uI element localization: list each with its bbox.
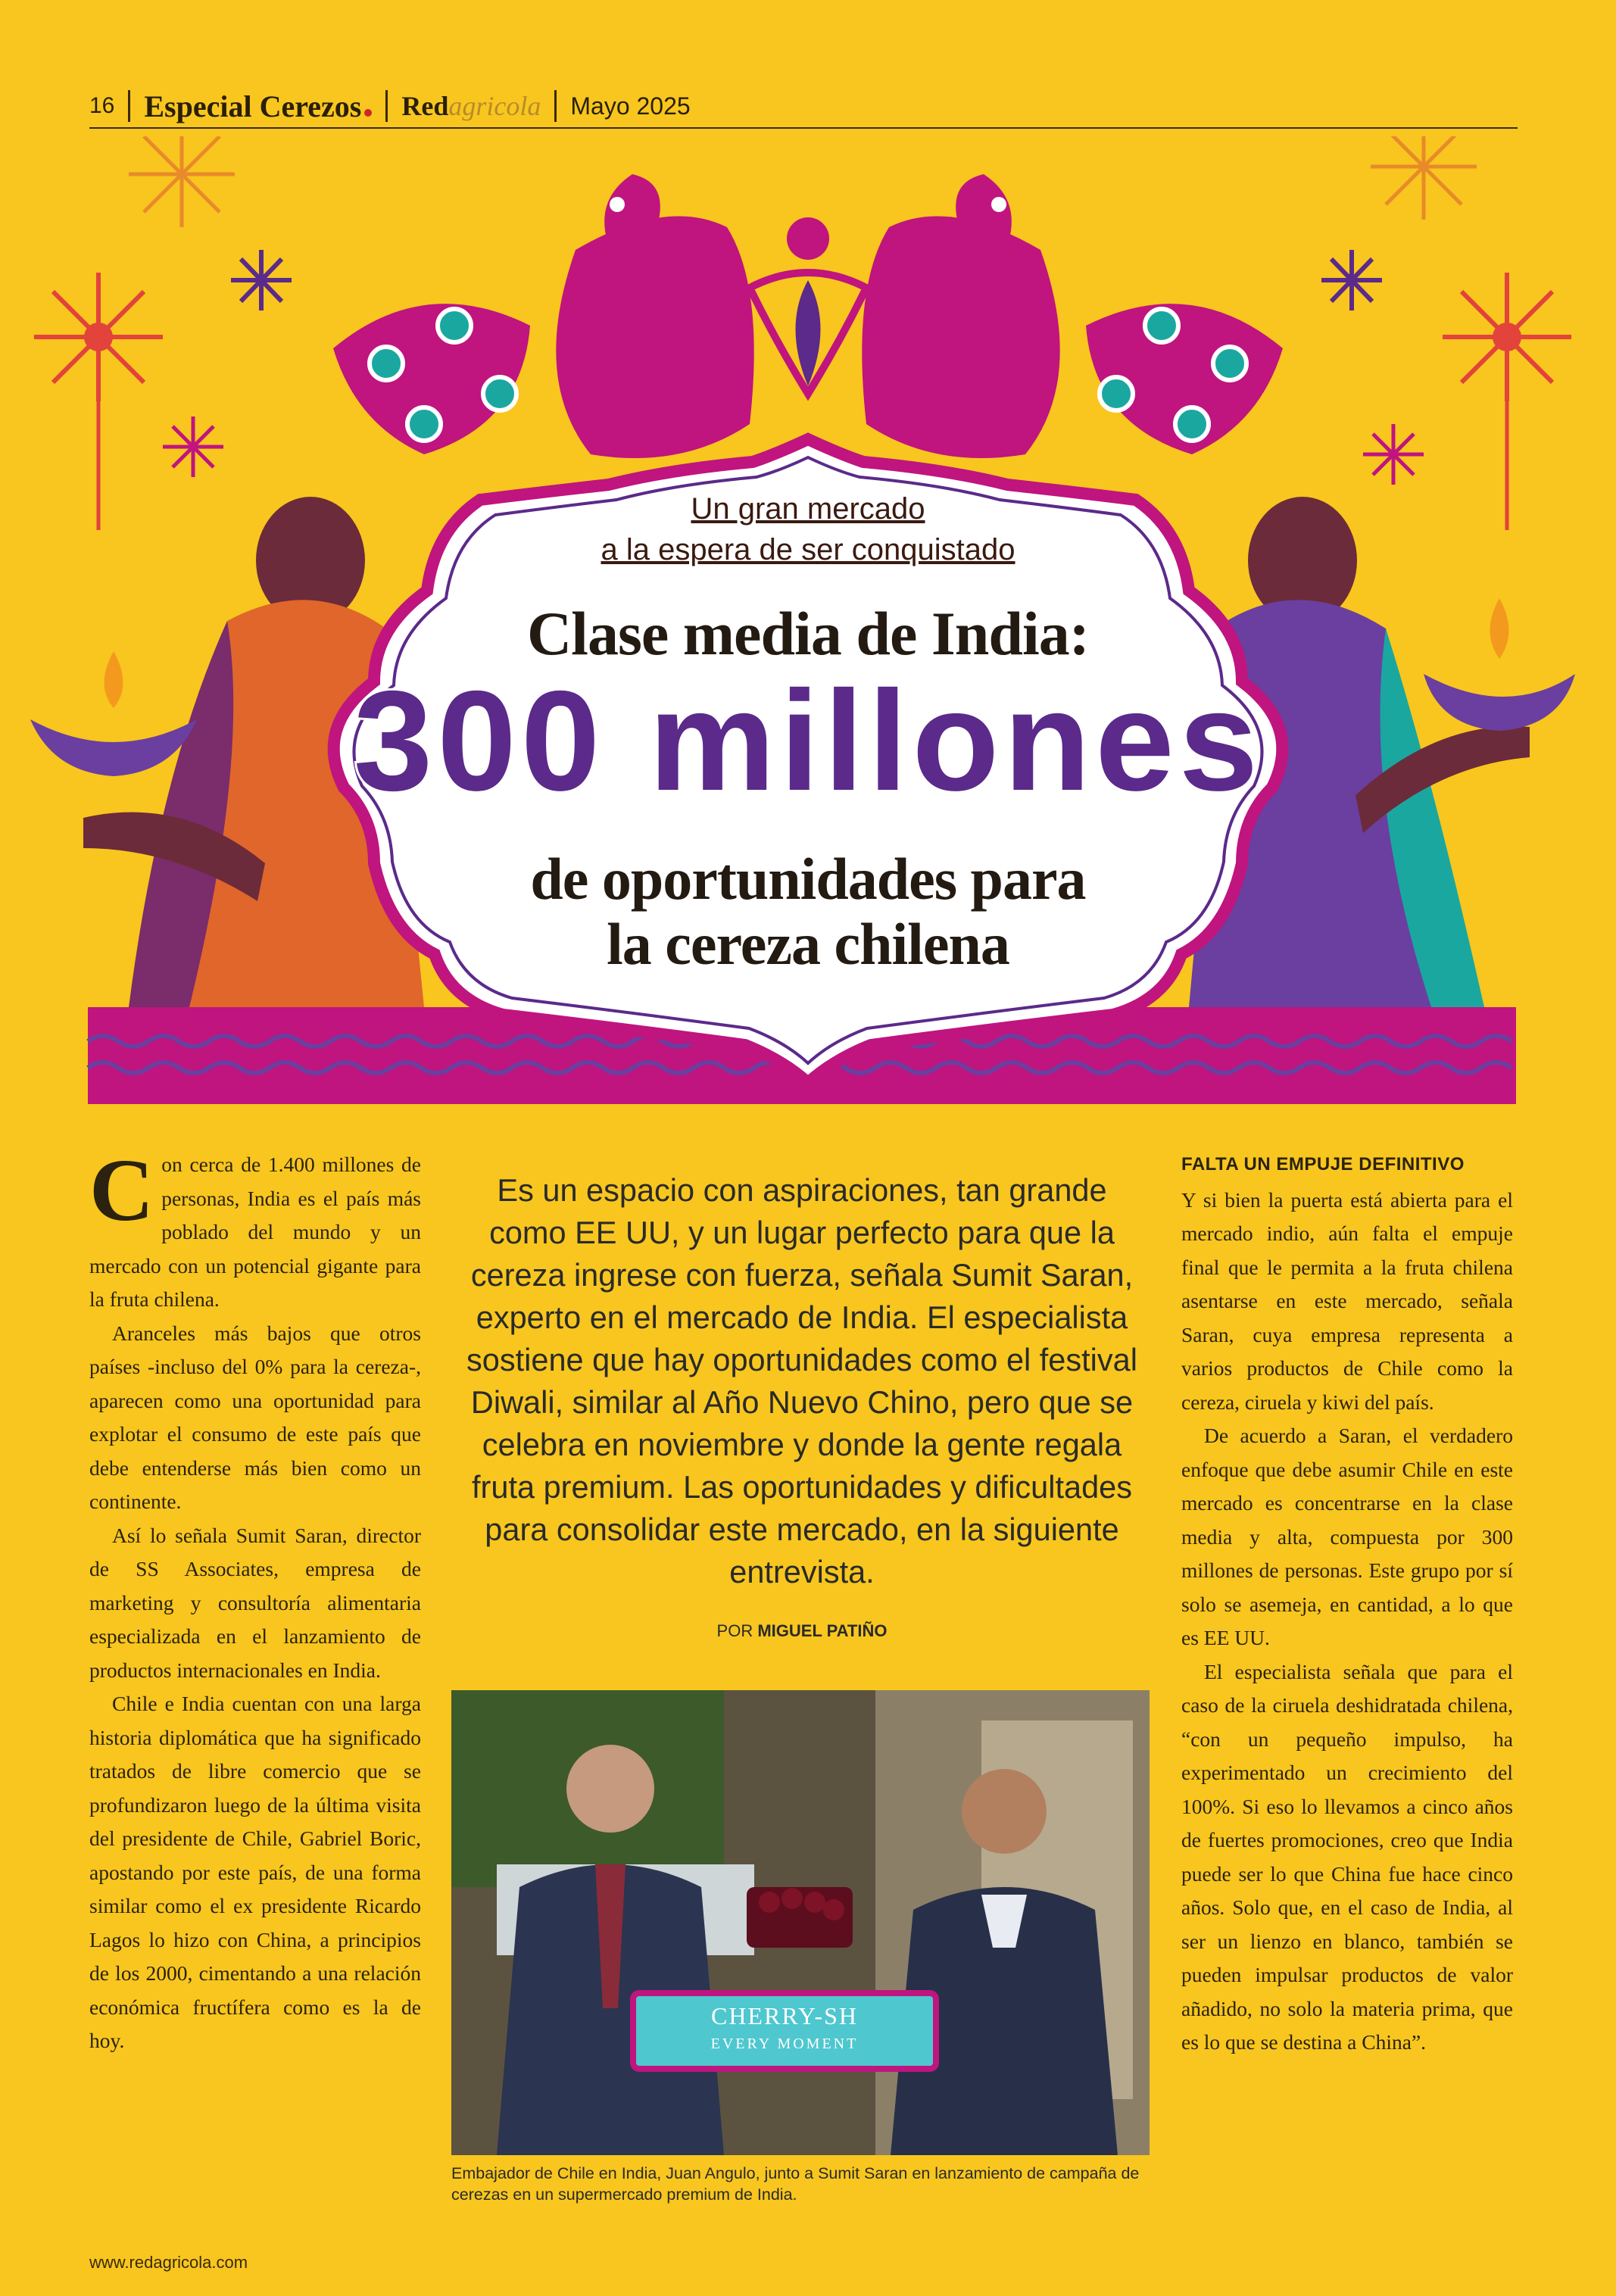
brand-red: Red xyxy=(401,91,449,121)
col3-subhead: FALTA UN EMPUJE DEFINITIVO xyxy=(1181,1154,1465,1175)
header-rule xyxy=(89,127,1518,129)
header-divider xyxy=(554,90,557,122)
col1-paragraph-1 xyxy=(89,1140,421,1317)
title-line-3: la cereza chilena xyxy=(607,911,1009,977)
column-1 xyxy=(89,1140,421,2058)
title-line-2: de oportunidades para xyxy=(530,846,1086,912)
peacock-left-icon xyxy=(333,174,754,458)
section-dot-icon xyxy=(364,109,372,117)
title-line-1: Clase media de India: xyxy=(526,599,1090,668)
sparkle-purple-left-icon xyxy=(231,250,292,310)
brand-logo xyxy=(401,90,541,122)
peacock-right-icon xyxy=(862,174,1283,458)
column-3 xyxy=(1181,1148,1513,2060)
col1-paragraph-2: Aranceles más bajos que otros países -incluso del 0% para la cereza-, aparecen como una oportunidad para explotar el consumo de este país que debe entenderse más bien como un continente. xyxy=(89,1321,421,1513)
sparkle-purple-right-icon xyxy=(1321,250,1382,310)
col3-paragraph-2: De acuerdo a Saran, el verdadero enfoque que debe asumir Chile en este mercado es concentrarse en la clase media y alta, compuesta por 300 millones de personas. Este grupo por sí solo se asemeja, en cantidad, a lo que es EE UU. xyxy=(1181,1424,1513,1649)
col1-paragraph-3: Así lo señala Sumit Saran, director de SS Associates, empresa de marketing y consultoría alimentaria especializada en el lanzamiento de productos internacionales en India. xyxy=(89,1523,421,1682)
lotus-top-icon xyxy=(750,217,866,394)
footer-url: www.redagricola.com xyxy=(89,2253,248,2272)
page-number: 16 xyxy=(89,93,115,118)
byline-author: MIGUEL PATIÑO xyxy=(757,1621,888,1640)
firework-left-icon xyxy=(34,273,163,530)
header-divider xyxy=(128,90,130,122)
byline xyxy=(465,1621,1139,1641)
firework-right-icon xyxy=(1443,273,1571,530)
cherry-sign-line-1: CHERRY-SH xyxy=(710,2002,859,2029)
kicker-line-2: a la espera de ser conquistado xyxy=(601,533,1015,566)
section-title-text: Especial Cerezos xyxy=(144,89,362,123)
sparkle-small-left-icon xyxy=(163,416,223,477)
diya-lamp-right-icon xyxy=(1424,598,1575,731)
col1-p1-text: on cerca de 1.400 millones de personas, India es el país más poblado del mundo y un mercado con un potencial gigante para la fruta chilena. xyxy=(89,1153,421,1311)
drop-cap: C xyxy=(89,1140,154,1240)
event-photo-illustration xyxy=(451,1690,1150,2155)
col3-paragraph-1: Y si bien la puerta está abierta para el mercado indio, aún falta el empuje final que le permita a la fruta chilena asentarse en este mercado, señala Saran, cuya empresa representa a varios productos de Chile como la cereza, ciruela y kiwi del país. xyxy=(1181,1187,1513,1414)
cherry-sign-line-2: EVERY MOMENT xyxy=(710,2036,859,2052)
diya-lamp-left-icon xyxy=(30,651,197,776)
photo-caption: Embajador de Chile en India, Juan Angulo, junto a Sumit Saran en lanzamiento de campaña de cerezas en un supermercado premium de India. xyxy=(451,2164,1140,2204)
big-number-title: 300 millones xyxy=(353,661,1263,820)
sparkle-small-right-icon xyxy=(1363,424,1424,485)
sparkle-topright-icon xyxy=(1371,136,1477,220)
page-header xyxy=(89,85,1518,127)
byline-prefix: POR xyxy=(716,1621,753,1640)
event-photo xyxy=(451,1690,1150,2155)
sparkle-topleft-icon xyxy=(129,136,235,227)
intro-standfirst: Es un espacio con aspiraciones, tan grande como EE UU, y un lugar perfecto para que la cereza ingrese con fuerza, señala Sumit Saran, experto en el mercado de India. El especialista sostiene que hay oportunidades como el festival Diwali, similar al Año Nuevo Chino, pero que se celebra en noviembre y donde la gente regala fruta premium. Las oportunidades y dificultades para consolidar este mercado, en la siguiente entrevista. xyxy=(466,1172,1137,1589)
col1-paragraph-4: Chile e India cuentan con una larga historia diplomática que ha significado tratados de libre comercio que se profundizaron luego de la última visita del presidente de Chile, Gabriel Boric, apostando por este país, de una forma similar como el ex presidente Ricardo Lagos lo hizo con China, a principios de los 2000, cimentando a una relación económica fructífera como es la de hoy. xyxy=(89,1692,421,2052)
header-divider xyxy=(385,90,388,122)
col3-paragraph-3: El especialista señala que para el caso de la ciruela deshidratada chilena, “con un pequeño impulso, ha experimentado un crecimiento del 100%. Si eso lo llevamos a cinco años de fuertes promociones, creo que India puede ser lo que China fue hace cinco años. Solo que, en el caso de India, al ser un lienzo en blanco, también se pueden impulsar productos de valor añadido, no solo la materia prima, que es lo que se destina a China”. xyxy=(1181,1659,1513,2054)
brand-agricola: agricola xyxy=(448,91,541,121)
kicker-line-1: Un gran mercado xyxy=(691,492,925,526)
issue-date: Mayo 2025 xyxy=(570,92,691,120)
section-title xyxy=(144,89,372,124)
